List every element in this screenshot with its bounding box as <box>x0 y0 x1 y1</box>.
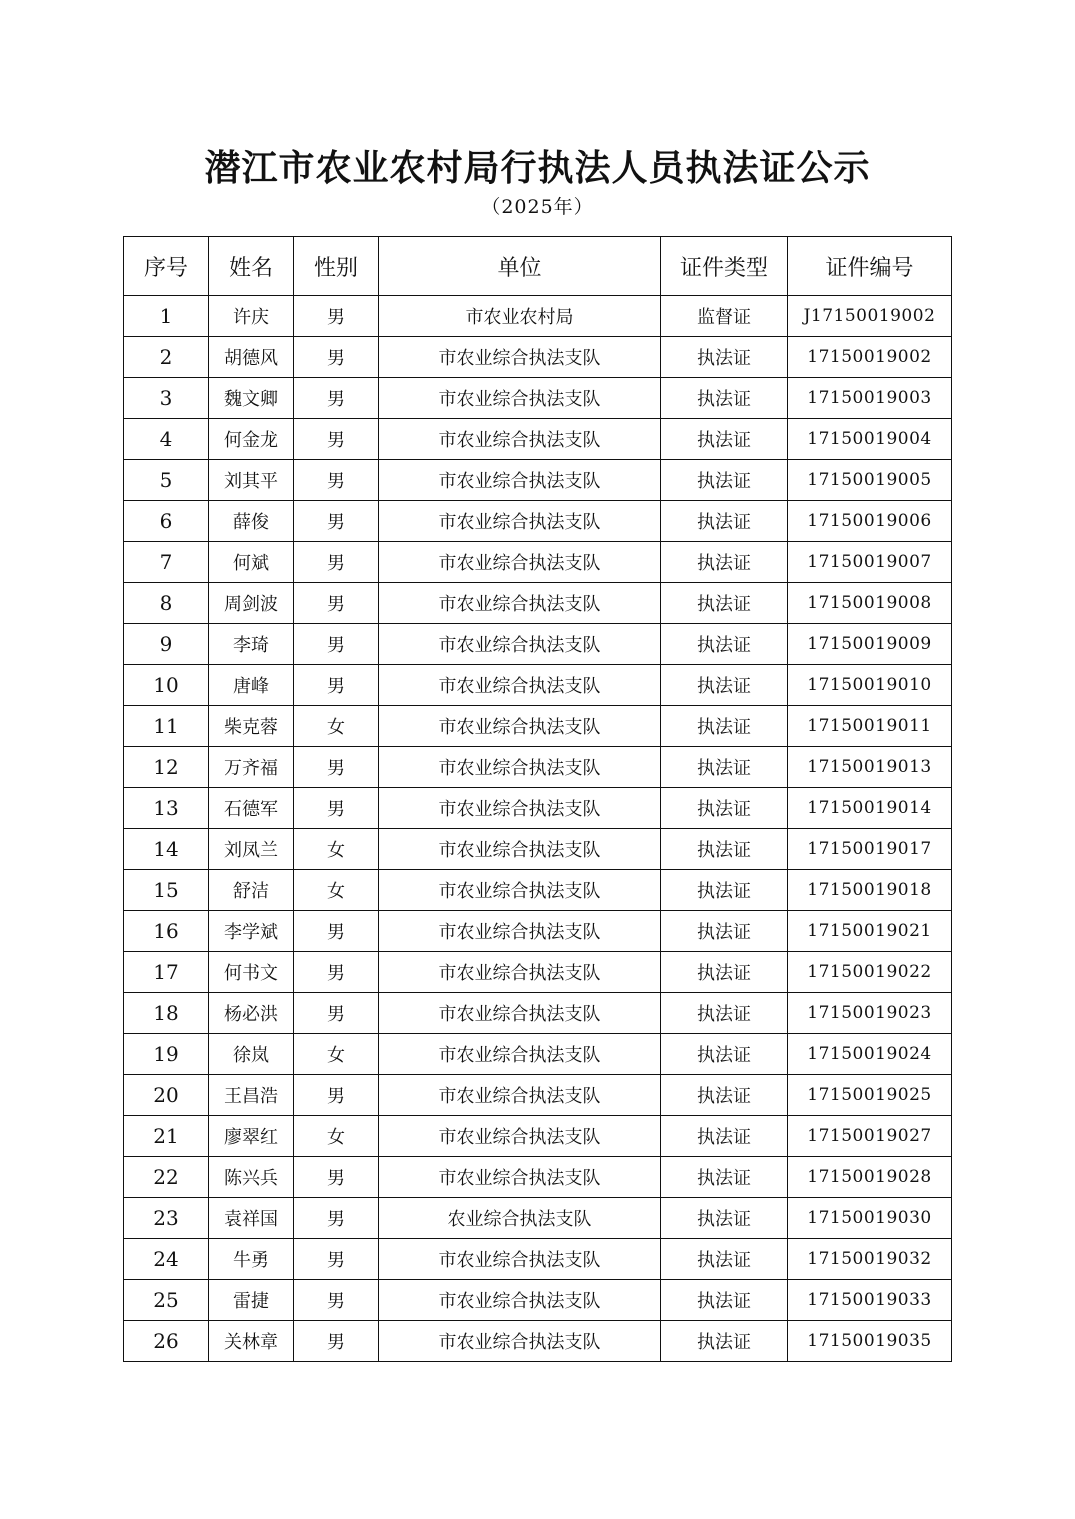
table-row <box>124 870 952 911</box>
cell-name: 许庆 <box>209 296 294 337</box>
cell-gender: 男 <box>294 1239 379 1280</box>
cell-name: 薛俊 <box>209 501 294 542</box>
cell-name: 关林章 <box>209 1321 294 1362</box>
cell-unit: 市农业综合执法支队 <box>379 1075 661 1116</box>
cell-name: 柴克蓉 <box>209 706 294 747</box>
cell-cert-no: 17150019010 <box>788 665 952 706</box>
cell-gender: 男 <box>294 788 379 829</box>
cell-cert-type: 执法证 <box>661 952 788 993</box>
cell-name: 周剑波 <box>209 583 294 624</box>
cell-gender: 男 <box>294 1321 379 1362</box>
cell-unit: 市农业综合执法支队 <box>379 460 661 501</box>
cell-cert-type: 执法证 <box>661 788 788 829</box>
table-row <box>124 952 952 993</box>
table-row <box>124 1280 952 1321</box>
cell-name: 牛勇 <box>209 1239 294 1280</box>
table-row <box>124 501 952 542</box>
cell-cert-no: 17150019009 <box>788 624 952 665</box>
table-row <box>124 1116 952 1157</box>
cell-cert-type: 执法证 <box>661 1157 788 1198</box>
cell-cert-no: 17150019004 <box>788 419 952 460</box>
cell-unit: 农业综合执法支队 <box>379 1198 661 1239</box>
cell-name: 徐岚 <box>209 1034 294 1075</box>
cell-cert-type: 执法证 <box>661 501 788 542</box>
page-title: 潜江市农业农村局行执法人员执法证公示 <box>204 147 871 189</box>
cell-index: 8 <box>124 583 209 624</box>
cell-unit: 市农业综合执法支队 <box>379 706 661 747</box>
cell-cert-no: 17150019027 <box>788 1116 952 1157</box>
cell-gender: 男 <box>294 337 379 378</box>
cell-index: 17 <box>124 952 209 993</box>
header-unit: 单位 <box>379 237 661 296</box>
cell-unit: 市农业综合执法支队 <box>379 542 661 583</box>
cell-cert-no: 17150019025 <box>788 1075 952 1116</box>
table-header-row <box>124 237 952 296</box>
cell-name: 何斌 <box>209 542 294 583</box>
table-row <box>124 1198 952 1239</box>
cell-cert-type: 执法证 <box>661 1321 788 1362</box>
cell-name: 万齐福 <box>209 747 294 788</box>
table-row <box>124 1157 952 1198</box>
table-row <box>124 829 952 870</box>
cell-gender: 男 <box>294 993 379 1034</box>
cell-cert-no: 17150019021 <box>788 911 952 952</box>
cell-index: 1 <box>124 296 209 337</box>
cell-cert-no: 17150019002 <box>788 337 952 378</box>
table-row <box>124 1075 952 1116</box>
cell-cert-no: 17150019022 <box>788 952 952 993</box>
cell-cert-type: 执法证 <box>661 665 788 706</box>
cell-cert-no: 17150019030 <box>788 1198 952 1239</box>
table-row <box>124 542 952 583</box>
cell-name: 陈兴兵 <box>209 1157 294 1198</box>
cell-cert-type: 执法证 <box>661 1280 788 1321</box>
cell-name: 雷捷 <box>209 1280 294 1321</box>
cell-index: 18 <box>124 993 209 1034</box>
table-row <box>124 665 952 706</box>
cell-index: 15 <box>124 870 209 911</box>
cell-index: 16 <box>124 911 209 952</box>
cell-unit: 市农业综合执法支队 <box>379 952 661 993</box>
cell-cert-type: 执法证 <box>661 1034 788 1075</box>
cell-index: 26 <box>124 1321 209 1362</box>
cell-index: 25 <box>124 1280 209 1321</box>
cell-index: 13 <box>124 788 209 829</box>
cell-unit: 市农业综合执法支队 <box>379 1157 661 1198</box>
cell-unit: 市农业综合执法支队 <box>379 501 661 542</box>
cell-cert-no: 17150019023 <box>788 993 952 1034</box>
cell-cert-no: 17150019035 <box>788 1321 952 1362</box>
cell-unit: 市农业综合执法支队 <box>379 1116 661 1157</box>
cell-unit: 市农业综合执法支队 <box>379 829 661 870</box>
table-row <box>124 1239 952 1280</box>
cell-index: 14 <box>124 829 209 870</box>
cell-gender: 女 <box>294 829 379 870</box>
cell-gender: 男 <box>294 1157 379 1198</box>
cell-cert-no: 17150019014 <box>788 788 952 829</box>
cell-gender: 男 <box>294 624 379 665</box>
cell-name: 袁祥国 <box>209 1198 294 1239</box>
cell-unit: 市农业综合执法支队 <box>379 1321 661 1362</box>
cell-cert-type: 执法证 <box>661 1198 788 1239</box>
cell-unit: 市农业综合执法支队 <box>379 378 661 419</box>
cell-cert-type: 执法证 <box>661 337 788 378</box>
cell-index: 24 <box>124 1239 209 1280</box>
cell-gender: 男 <box>294 378 379 419</box>
cell-cert-no: 17150019007 <box>788 542 952 583</box>
cell-index: 12 <box>124 747 209 788</box>
table-row <box>124 706 952 747</box>
cell-index: 22 <box>124 1157 209 1198</box>
table-row <box>124 747 952 788</box>
cell-cert-type: 执法证 <box>661 706 788 747</box>
cell-unit: 市农业综合执法支队 <box>379 624 661 665</box>
cell-index: 5 <box>124 460 209 501</box>
cell-cert-no: 17150019033 <box>788 1280 952 1321</box>
cell-gender: 男 <box>294 1280 379 1321</box>
table-row <box>124 788 952 829</box>
table-row <box>124 296 952 337</box>
table-row <box>124 911 952 952</box>
table-row <box>124 1321 952 1362</box>
cell-cert-no: 17150019008 <box>788 583 952 624</box>
cell-index: 4 <box>124 419 209 460</box>
cell-gender: 男 <box>294 1198 379 1239</box>
cell-cert-type: 监督证 <box>661 296 788 337</box>
cell-cert-type: 执法证 <box>661 829 788 870</box>
cell-cert-no: 17150019003 <box>788 378 952 419</box>
cell-name: 李学斌 <box>209 911 294 952</box>
cell-unit: 市农业综合执法支队 <box>379 747 661 788</box>
cell-name: 何书文 <box>209 952 294 993</box>
cell-cert-type: 执法证 <box>661 747 788 788</box>
cell-name: 李琦 <box>209 624 294 665</box>
header-cert-type: 证件类型 <box>661 237 788 296</box>
header-index: 序号 <box>124 237 209 296</box>
cell-gender: 男 <box>294 747 379 788</box>
cell-gender: 男 <box>294 419 379 460</box>
cell-cert-type: 执法证 <box>661 583 788 624</box>
cell-name: 杨必洪 <box>209 993 294 1034</box>
cell-index: 6 <box>124 501 209 542</box>
table-row <box>124 1034 952 1075</box>
cell-cert-no: 17150019018 <box>788 870 952 911</box>
cell-cert-type: 执法证 <box>661 911 788 952</box>
cell-index: 19 <box>124 1034 209 1075</box>
cell-name: 唐峰 <box>209 665 294 706</box>
cell-cert-no: 17150019005 <box>788 460 952 501</box>
cell-cert-type: 执法证 <box>661 1116 788 1157</box>
table-row <box>124 624 952 665</box>
page-subtitle: （2025年） <box>481 196 594 218</box>
cell-cert-no: 17150019011 <box>788 706 952 747</box>
cell-cert-type: 执法证 <box>661 624 788 665</box>
cell-gender: 男 <box>294 1075 379 1116</box>
cell-gender: 男 <box>294 501 379 542</box>
cell-index: 23 <box>124 1198 209 1239</box>
cell-unit: 市农业综合执法支队 <box>379 911 661 952</box>
cell-cert-no: 17150019017 <box>788 829 952 870</box>
cell-cert-no: 17150019028 <box>788 1157 952 1198</box>
cell-cert-no: 17150019032 <box>788 1239 952 1280</box>
cell-name: 石德军 <box>209 788 294 829</box>
cell-name: 廖翠红 <box>209 1116 294 1157</box>
table-row <box>124 378 952 419</box>
cell-cert-no: J17150019002 <box>788 296 952 337</box>
cell-name: 舒洁 <box>209 870 294 911</box>
cell-index: 9 <box>124 624 209 665</box>
cell-gender: 男 <box>294 296 379 337</box>
cell-cert-type: 执法证 <box>661 460 788 501</box>
cell-unit: 市农业综合执法支队 <box>379 1239 661 1280</box>
table-row <box>124 460 952 501</box>
cell-unit: 市农业综合执法支队 <box>379 665 661 706</box>
cell-index: 7 <box>124 542 209 583</box>
cell-index: 20 <box>124 1075 209 1116</box>
cell-unit: 市农业农村局 <box>379 296 661 337</box>
table-row <box>124 419 952 460</box>
cell-unit: 市农业综合执法支队 <box>379 583 661 624</box>
cell-name: 刘其平 <box>209 460 294 501</box>
cell-cert-type: 执法证 <box>661 1075 788 1116</box>
cell-cert-type: 执法证 <box>661 993 788 1034</box>
cell-cert-type: 执法证 <box>661 1239 788 1280</box>
cell-gender: 男 <box>294 911 379 952</box>
cell-unit: 市农业综合执法支队 <box>379 993 661 1034</box>
cell-gender: 男 <box>294 542 379 583</box>
cell-index: 3 <box>124 378 209 419</box>
table-body <box>124 296 952 1362</box>
personnel-table <box>123 236 952 1362</box>
cell-unit: 市农业综合执法支队 <box>379 1280 661 1321</box>
cell-index: 11 <box>124 706 209 747</box>
cell-unit: 市农业综合执法支队 <box>379 419 661 460</box>
cell-unit: 市农业综合执法支队 <box>379 1034 661 1075</box>
cell-unit: 市农业综合执法支队 <box>379 337 661 378</box>
cell-index: 2 <box>124 337 209 378</box>
cell-cert-type: 执法证 <box>661 378 788 419</box>
cell-gender: 男 <box>294 583 379 624</box>
cell-name: 何金龙 <box>209 419 294 460</box>
cell-cert-type: 执法证 <box>661 542 788 583</box>
cell-cert-type: 执法证 <box>661 419 788 460</box>
cell-cert-no: 17150019006 <box>788 501 952 542</box>
table-row <box>124 993 952 1034</box>
cell-gender: 女 <box>294 870 379 911</box>
cell-gender: 男 <box>294 460 379 501</box>
cell-name: 胡德风 <box>209 337 294 378</box>
cell-gender: 男 <box>294 665 379 706</box>
cell-gender: 女 <box>294 1034 379 1075</box>
cell-index: 10 <box>124 665 209 706</box>
header-cert-no: 证件编号 <box>788 237 952 296</box>
cell-name: 魏文卿 <box>209 378 294 419</box>
cell-gender: 女 <box>294 1116 379 1157</box>
cell-gender: 男 <box>294 952 379 993</box>
cell-cert-no: 17150019024 <box>788 1034 952 1075</box>
table-row <box>124 337 952 378</box>
cell-index: 21 <box>124 1116 209 1157</box>
cell-name: 刘凤兰 <box>209 829 294 870</box>
header-name: 姓名 <box>209 237 294 296</box>
cell-gender: 女 <box>294 706 379 747</box>
cell-unit: 市农业综合执法支队 <box>379 870 661 911</box>
header-gender: 性别 <box>294 237 379 296</box>
cell-unit: 市农业综合执法支队 <box>379 788 661 829</box>
table-row <box>124 583 952 624</box>
cell-cert-no: 17150019013 <box>788 747 952 788</box>
cell-cert-type: 执法证 <box>661 870 788 911</box>
cell-name: 王昌浩 <box>209 1075 294 1116</box>
